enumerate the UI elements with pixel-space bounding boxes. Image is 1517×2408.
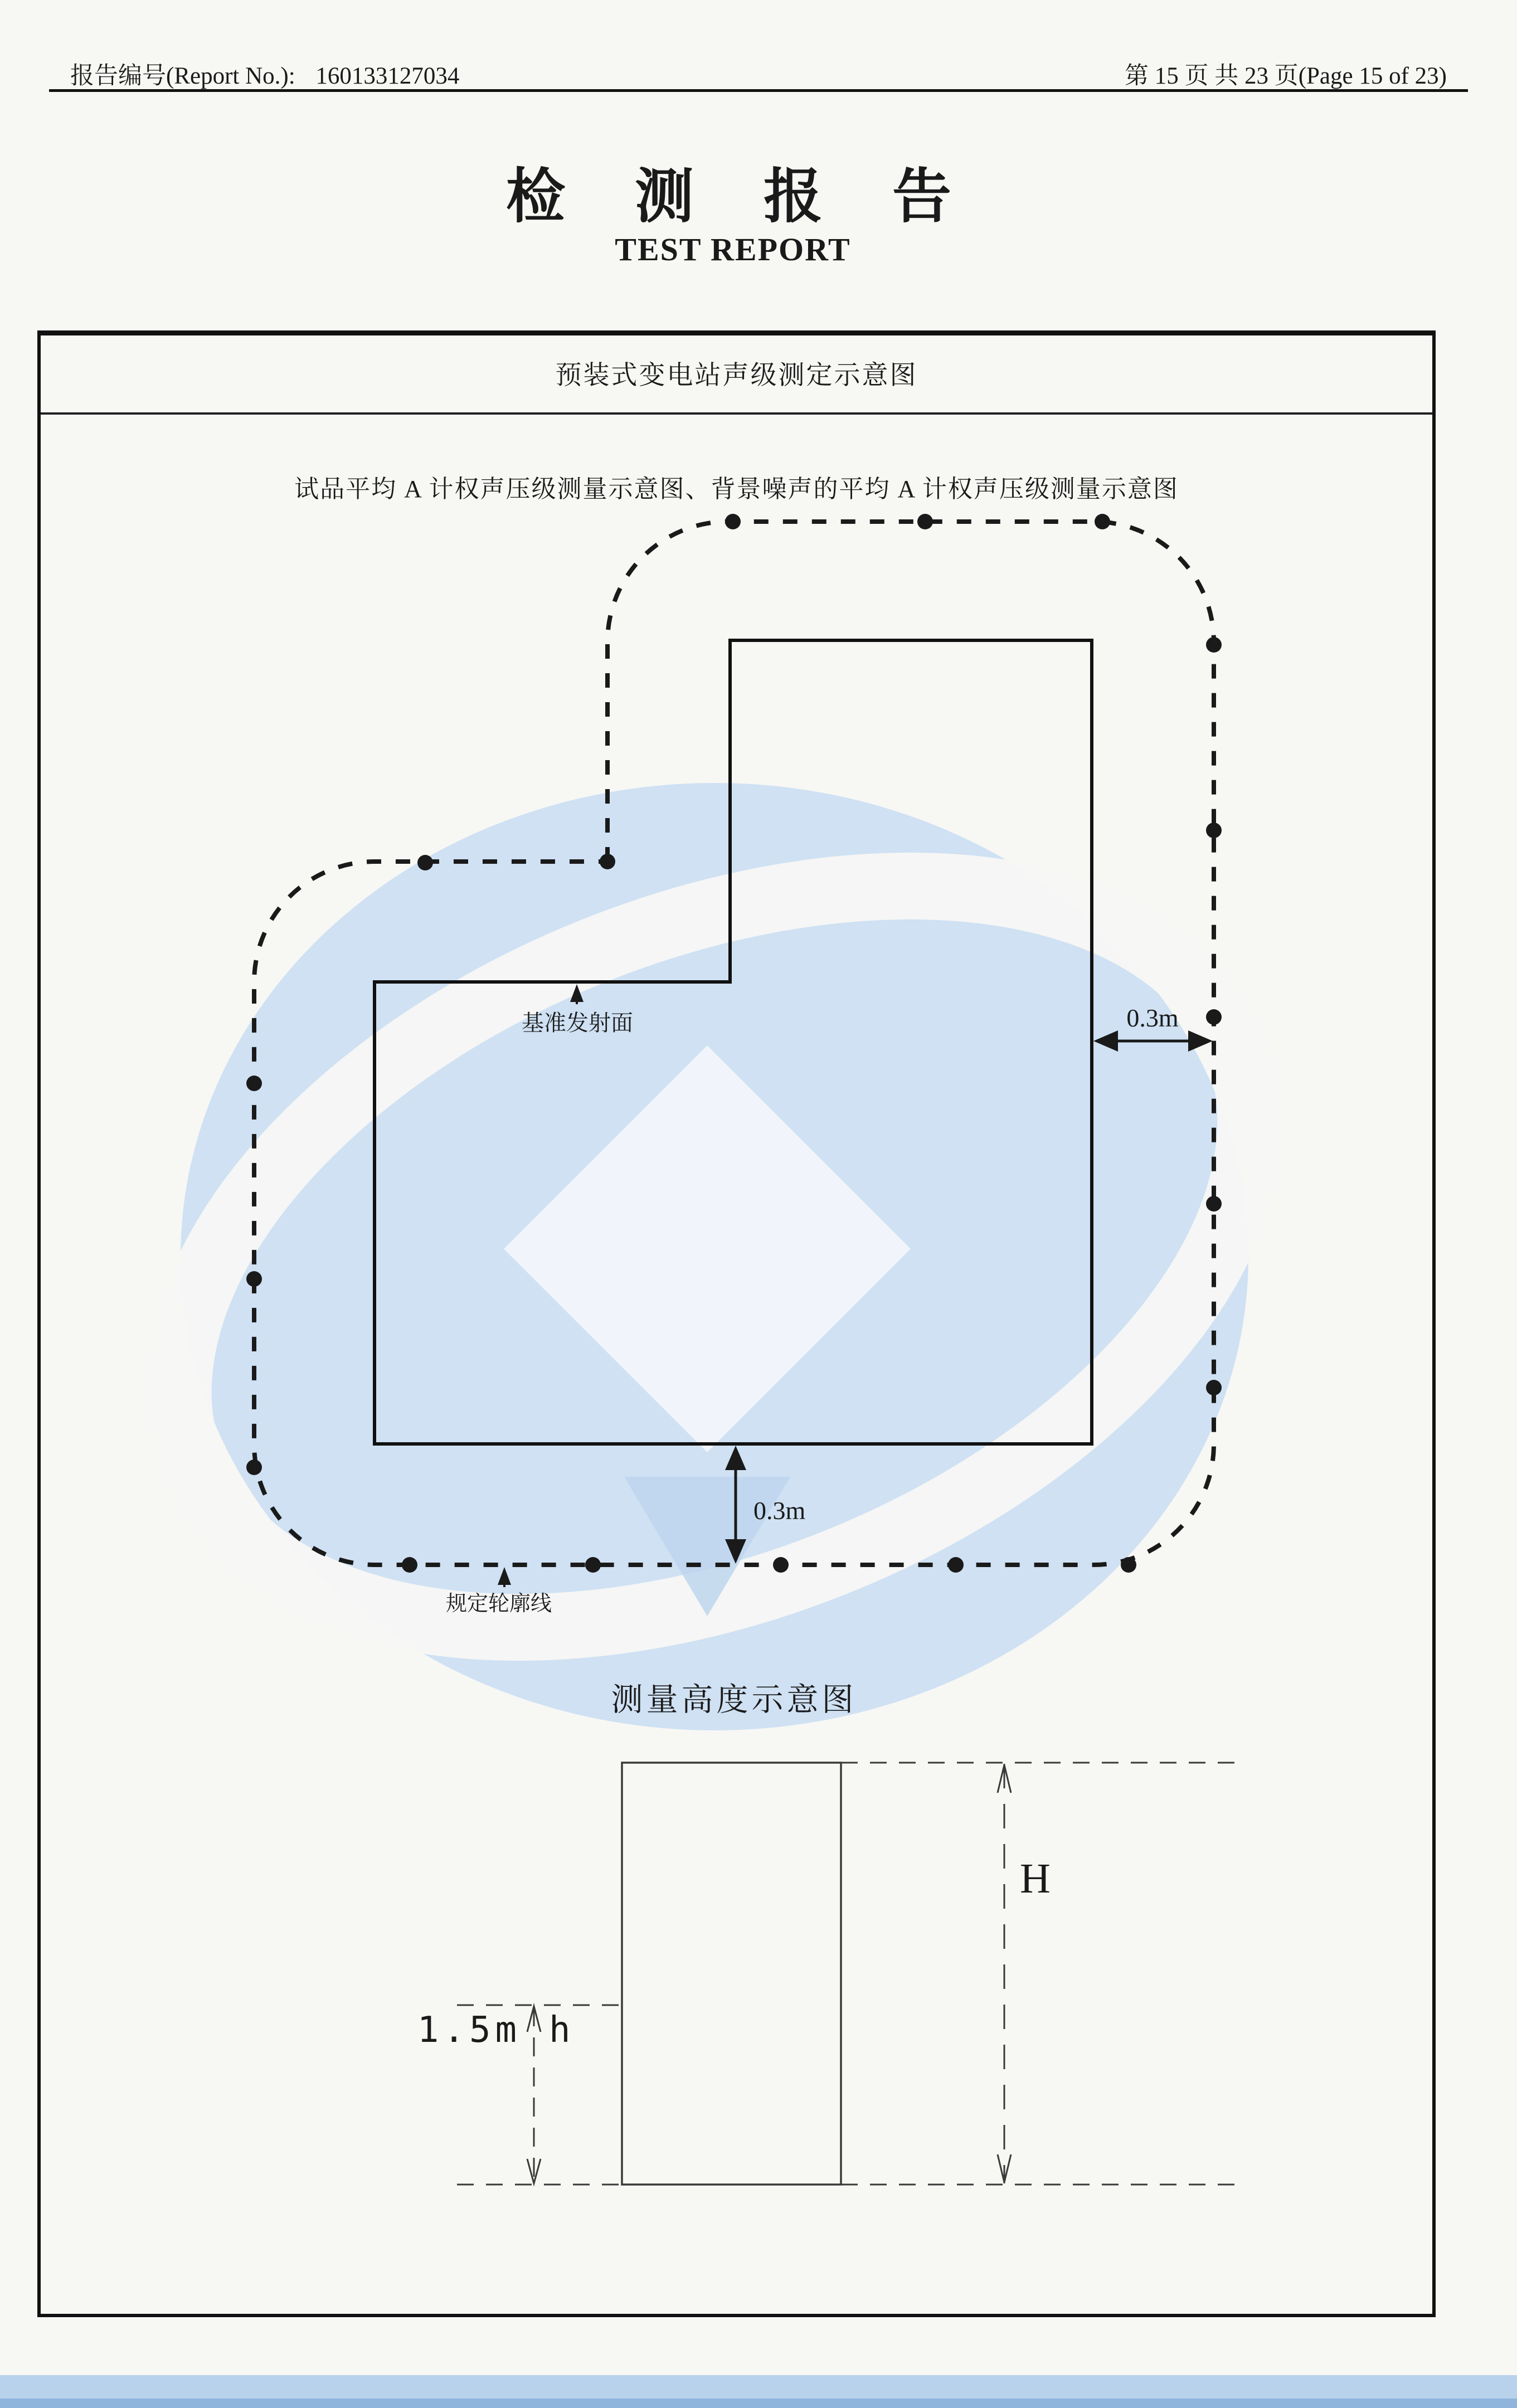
contour-label: 规定轮廓线 (445, 1592, 552, 1616)
report-number-label: 报告编号(Report No.): (70, 63, 295, 89)
bottom-blue-band (0, 2375, 1517, 2408)
header-rule (49, 89, 1468, 92)
mic-height-label: 1.5m (417, 2010, 521, 2051)
offset-right-label: 0.3m (1126, 1004, 1179, 1032)
total-height-label: H (1020, 1855, 1051, 1902)
diagram-subtitle: 试品平均 A 计权声压级测量示意图、背景噪声的平均 A 计权声压级测量示意图 (294, 475, 1179, 503)
height-diagram-title: 测量高度示意图 (611, 1682, 857, 1718)
diagram-frame (37, 330, 1436, 2317)
reference-surface-label: 基准发射面 (522, 1010, 633, 1035)
page-indicator: 第 15 页 共 23 页(Page 15 of 23) (1124, 63, 1447, 89)
page-title-en: TEST REPORT (615, 231, 851, 267)
offset-bottom-label: 0.3m (753, 1496, 806, 1525)
report-number-value: 160133127034 (315, 63, 460, 89)
frame-header-separator (41, 412, 1432, 415)
small-h-label: h (549, 2010, 571, 2051)
page-title: 检测报告 (506, 164, 1021, 230)
report-number-line (70, 57, 459, 91)
frame-header-title: 预装式变电站声级测定示意图 (555, 361, 918, 390)
